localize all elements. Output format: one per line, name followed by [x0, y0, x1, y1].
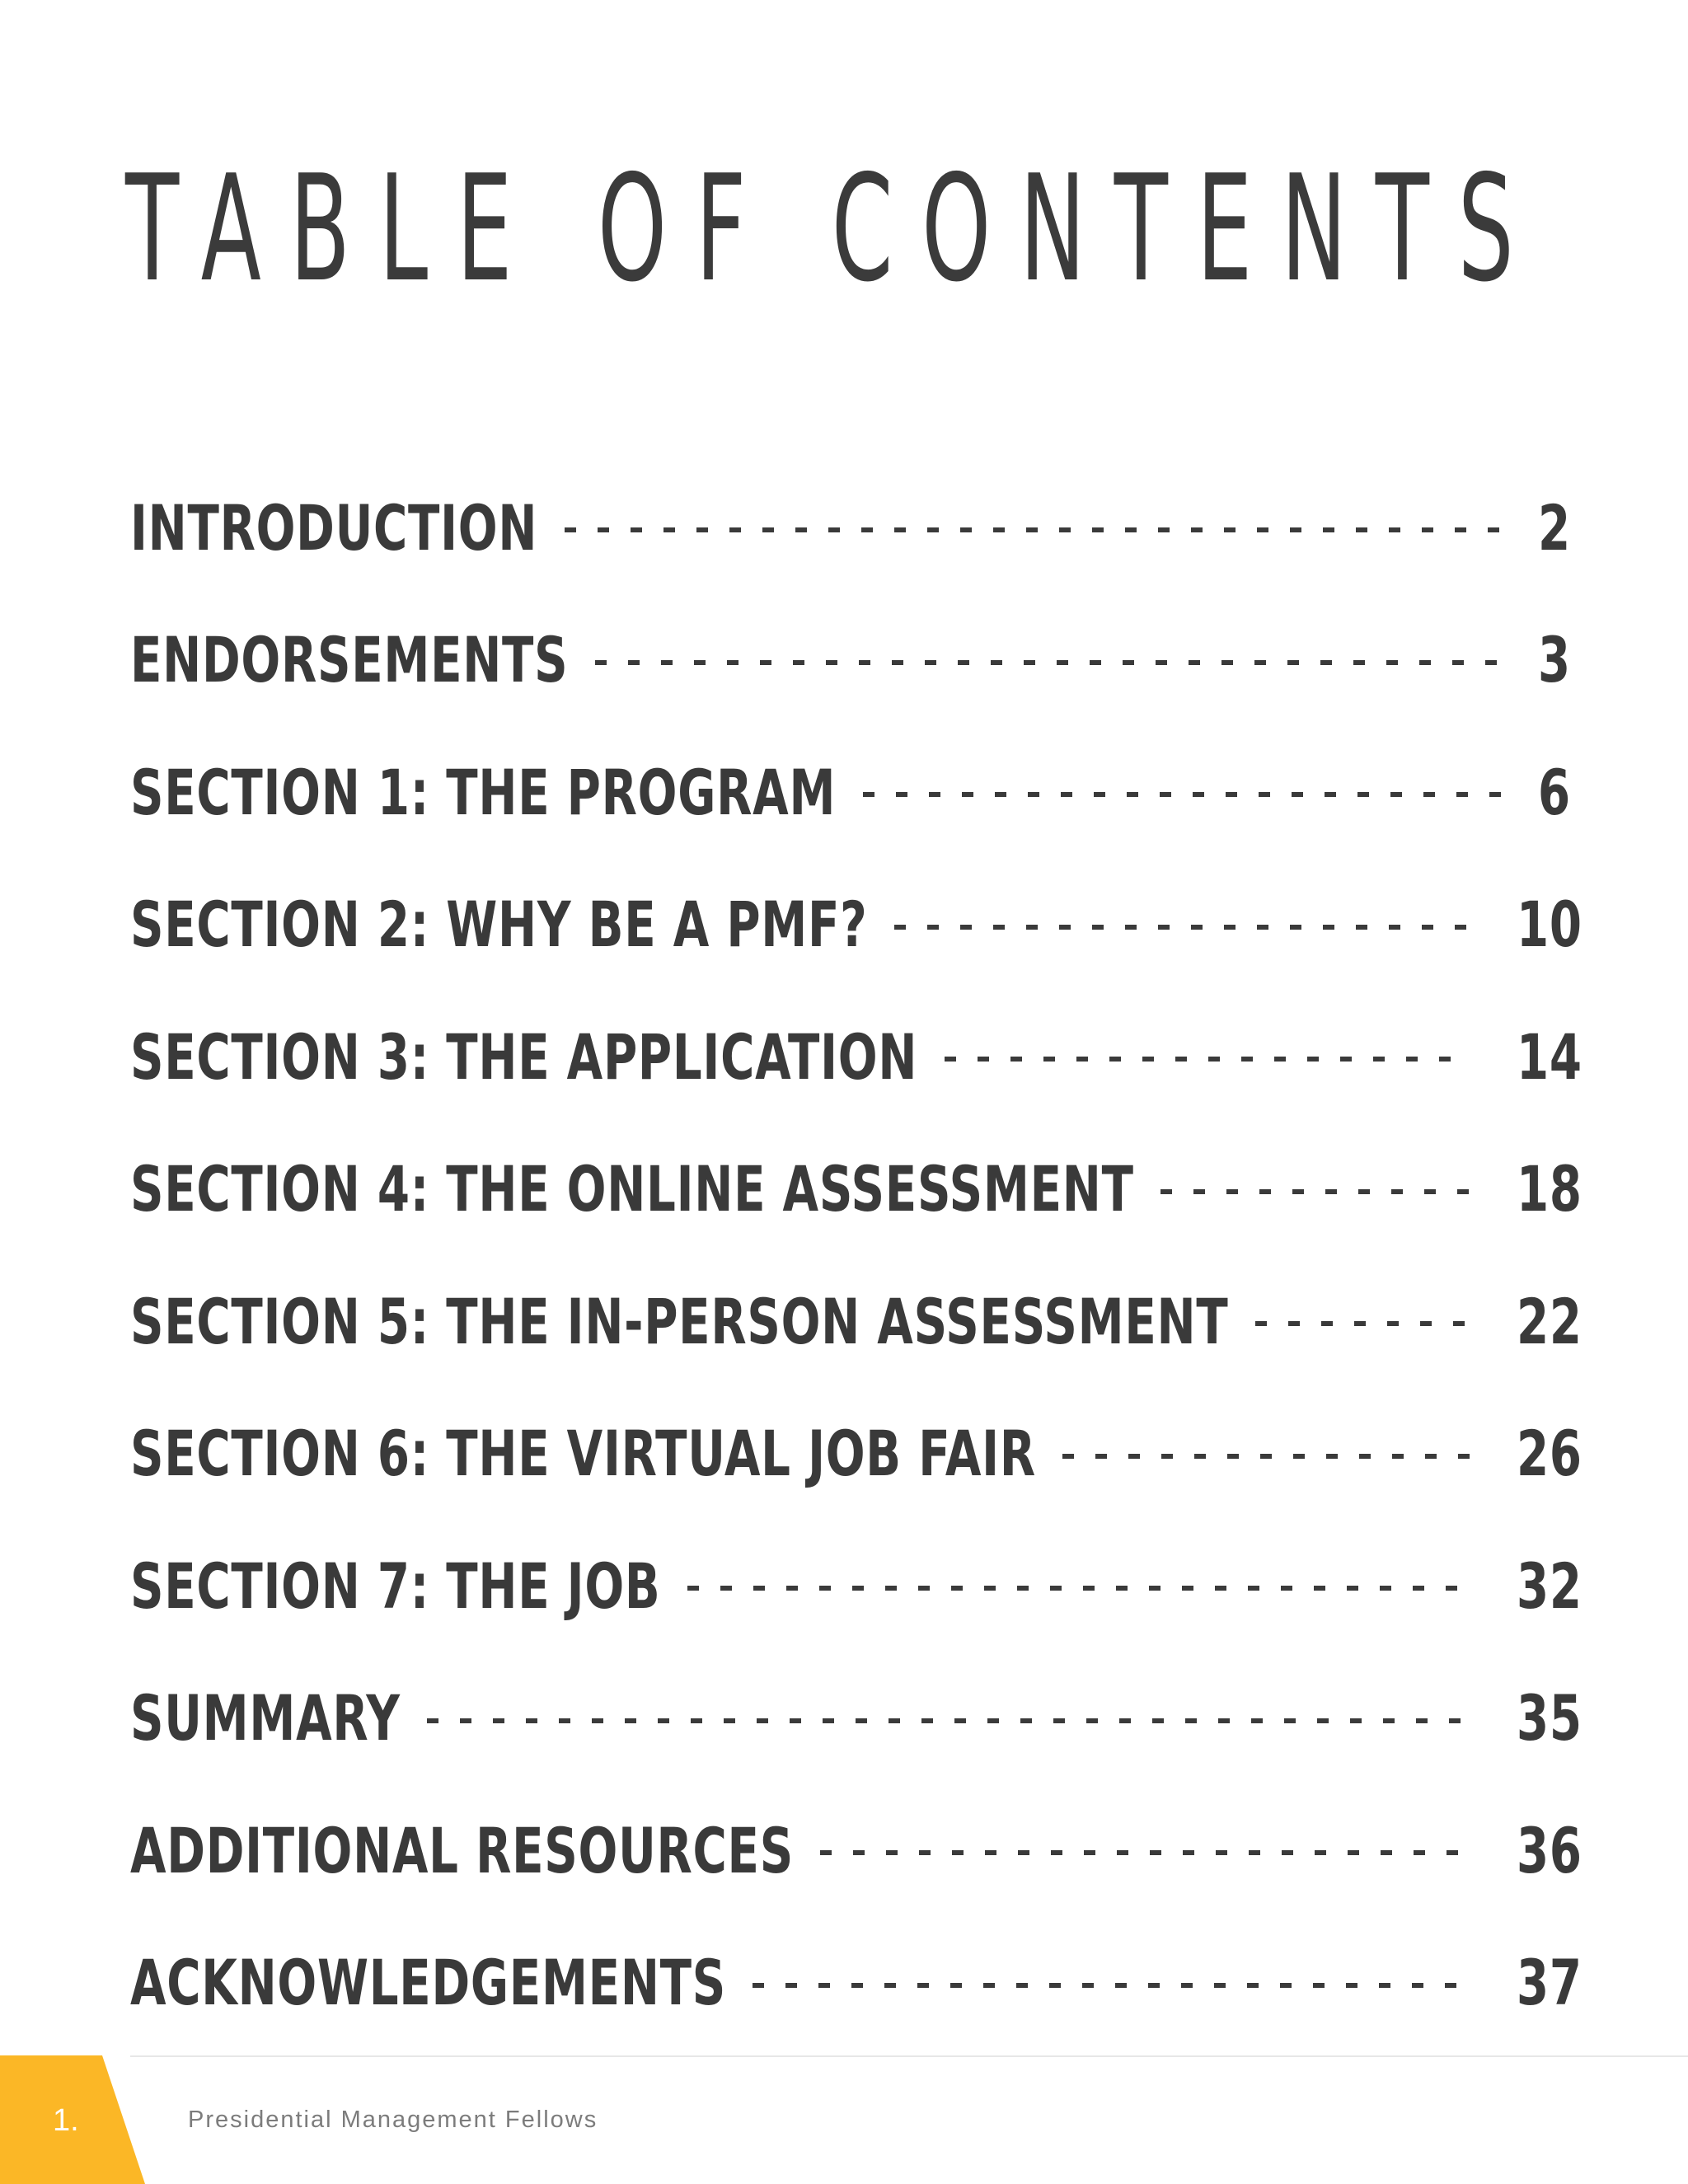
toc-entry-label: INTRODUCTION	[130, 490, 538, 565]
dotted-leader	[595, 660, 1503, 665]
footer-publication-name: Presidential Management Fellows	[188, 2107, 598, 2133]
toc-entry-endorsements[interactable]	[130, 594, 1571, 727]
page-title: TABLE OF CONTENTS	[125, 143, 1543, 314]
footer-page-number: 1.	[53, 2103, 79, 2138]
toc-entry-label: SECTION 4: THE ONLINE ASSESSMENT	[130, 1152, 1134, 1226]
toc-entry-label: ENDORSEMENTS	[130, 623, 569, 697]
toc-entry-page: 32	[1517, 1549, 1582, 1623]
toc-entry-section-1[interactable]	[130, 726, 1571, 859]
toc-entry-page: 2	[1538, 490, 1571, 565]
toc-entry-page: 6	[1538, 755, 1571, 829]
dotted-leader	[1160, 1189, 1470, 1194]
toc-entry-label: SECTION 1: THE PROGRAM	[130, 755, 837, 829]
toc-entry-label: SECTION 3: THE APPLICATION	[130, 1019, 918, 1094]
toc-entry-label: SECTION 6: THE VIRTUAL JOB FAIR	[130, 1417, 1036, 1491]
dotted-leader	[565, 527, 1503, 532]
toc-entry-label: SUMMARY	[130, 1681, 401, 1755]
toc-entry-additional-resources[interactable]	[130, 1784, 1582, 1917]
dotted-leader	[820, 1850, 1470, 1855]
dotted-leader	[894, 925, 1470, 930]
toc-entry-section-4[interactable]	[130, 1123, 1582, 1256]
toc-entry-introduction[interactable]	[130, 462, 1571, 594]
toc-entry-page: 26	[1517, 1417, 1582, 1491]
footer-divider	[130, 2055, 1688, 2057]
toc-entry-summary[interactable]	[130, 1652, 1582, 1785]
toc-entry-section-5[interactable]	[130, 1255, 1582, 1388]
toc-entry-section-3[interactable]	[130, 991, 1582, 1123]
dotted-leader	[863, 792, 1503, 797]
toc-entry-page: 14	[1517, 1019, 1582, 1094]
table-of-contents	[130, 462, 1582, 2049]
toc-entry-section-6[interactable]	[130, 1388, 1582, 1521]
dotted-leader	[1255, 1321, 1470, 1326]
dotted-leader	[687, 1586, 1470, 1591]
dotted-leader	[753, 1983, 1470, 1988]
toc-entry-label: SECTION 5: THE IN-PERSON ASSESSMENT	[130, 1284, 1229, 1358]
toc-entry-page: 37	[1517, 1946, 1582, 2020]
toc-entry-label: SECTION 7: THE JOB	[130, 1549, 661, 1623]
dotted-leader	[1062, 1454, 1470, 1459]
toc-entry-section-7[interactable]	[130, 1520, 1582, 1652]
toc-entry-label: ACKNOWLEDGEMENTS	[130, 1946, 726, 2020]
toc-entry-page: 18	[1517, 1152, 1582, 1226]
toc-entry-section-2[interactable]	[130, 859, 1582, 991]
toc-entry-page: 36	[1517, 1813, 1582, 1887]
toc-entry-page: 22	[1517, 1284, 1582, 1358]
toc-entry-acknowledgements[interactable]	[130, 1917, 1582, 2050]
dotted-leader	[427, 1718, 1470, 1723]
toc-entry-label: SECTION 2: WHY BE A PMF?	[130, 888, 868, 962]
dotted-leader	[945, 1057, 1470, 1062]
toc-entry-page: 35	[1517, 1681, 1582, 1755]
toc-entry-label: ADDITIONAL RESOURCES	[130, 1813, 794, 1887]
toc-entry-page: 3	[1538, 623, 1571, 697]
toc-entry-page: 10	[1517, 888, 1582, 962]
